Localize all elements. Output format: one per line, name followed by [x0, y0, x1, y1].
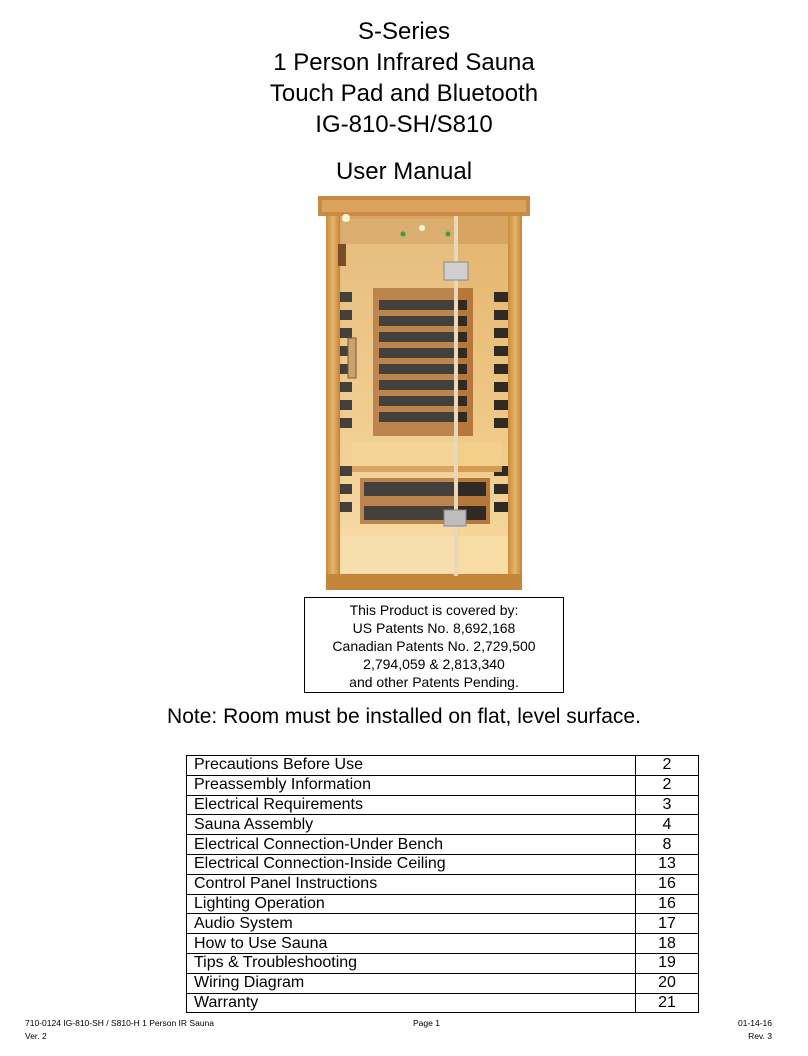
table-row	[187, 854, 699, 874]
table-row	[187, 874, 699, 894]
toc-page-number: 20	[636, 973, 699, 993]
table-of-contents	[186, 755, 699, 1013]
toc-page-number: 16	[636, 874, 699, 894]
title-line-product: 1 Person Infrared Sauna	[273, 49, 535, 76]
toc-page-number: 8	[636, 835, 699, 855]
toc-page-number: 21	[636, 993, 699, 1013]
table-row	[187, 993, 699, 1013]
toc-page-number: 2	[636, 775, 699, 795]
patent-line: This Product is covered by:	[349, 602, 519, 618]
user-manual-heading: User Manual	[335, 158, 473, 185]
table-row	[187, 894, 699, 914]
toc-page-number: 17	[636, 914, 699, 934]
document-title	[0, 16, 808, 140]
table-row	[187, 756, 699, 776]
toc-section-title: Wiring Diagram	[187, 973, 636, 993]
toc-page-number: 3	[636, 795, 699, 815]
patent-line: 2,794,059 & 2,813,340	[363, 656, 505, 672]
toc-section-title: Precautions Before Use	[187, 756, 636, 776]
toc-page-number: 19	[636, 953, 699, 973]
toc-section-title: Tips & Troubleshooting	[187, 953, 636, 973]
table-row	[187, 914, 699, 934]
toc-section-title: Audio System	[187, 914, 636, 934]
toc-page-number: 2	[636, 756, 699, 776]
toc-section-title: Electrical Connection-Inside Ceiling	[187, 854, 636, 874]
toc-section-title: Lighting Operation	[187, 894, 636, 914]
table-row	[187, 795, 699, 815]
toc-section-title: Electrical Connection-Under Bench	[187, 835, 636, 855]
installation-note: Note: Room must be installed on flat, level surface.	[167, 705, 641, 728]
toc-section-title: Sauna Assembly	[187, 815, 636, 835]
toc-section-title: Preassembly Information	[187, 775, 636, 795]
patent-line: and other Patents Pending.	[349, 674, 519, 690]
footer-doc-id: 710-0124 IG-810-SH / S810-H 1 Person IR Sauna	[25, 1018, 214, 1028]
toc-section-title: Warranty	[187, 993, 636, 1013]
toc-section-title: How to Use Sauna	[187, 934, 636, 954]
toc-page-number: 4	[636, 815, 699, 835]
table-row	[187, 815, 699, 835]
toc-page-number: 13	[636, 854, 699, 874]
table-row	[187, 934, 699, 954]
footer-version: Ver. 2	[25, 1031, 47, 1041]
patent-notice-box	[304, 597, 564, 693]
patent-line: US Patents No. 8,692,168	[352, 620, 516, 636]
toc-section-title: Electrical Requirements	[187, 795, 636, 815]
table-row	[187, 953, 699, 973]
title-line-model: IG-810-SH/S810	[315, 111, 493, 138]
footer-revision: Rev. 3	[748, 1031, 772, 1041]
table-row	[187, 835, 699, 855]
table-row	[187, 973, 699, 993]
toc-page-number: 18	[636, 934, 699, 954]
footer-page-number: Page 1	[413, 1018, 440, 1028]
table-row	[187, 775, 699, 795]
toc-section-title: Control Panel Instructions	[187, 874, 636, 894]
footer-date: 01-14-16	[737, 1018, 772, 1028]
title-line-series: S-Series	[357, 18, 451, 45]
title-line-features: Touch Pad and Bluetooth	[269, 80, 539, 107]
patent-line: Canadian Patents No. 2,729,500	[332, 638, 536, 654]
toc-page-number: 16	[636, 894, 699, 914]
sauna-product-image	[318, 196, 530, 590]
